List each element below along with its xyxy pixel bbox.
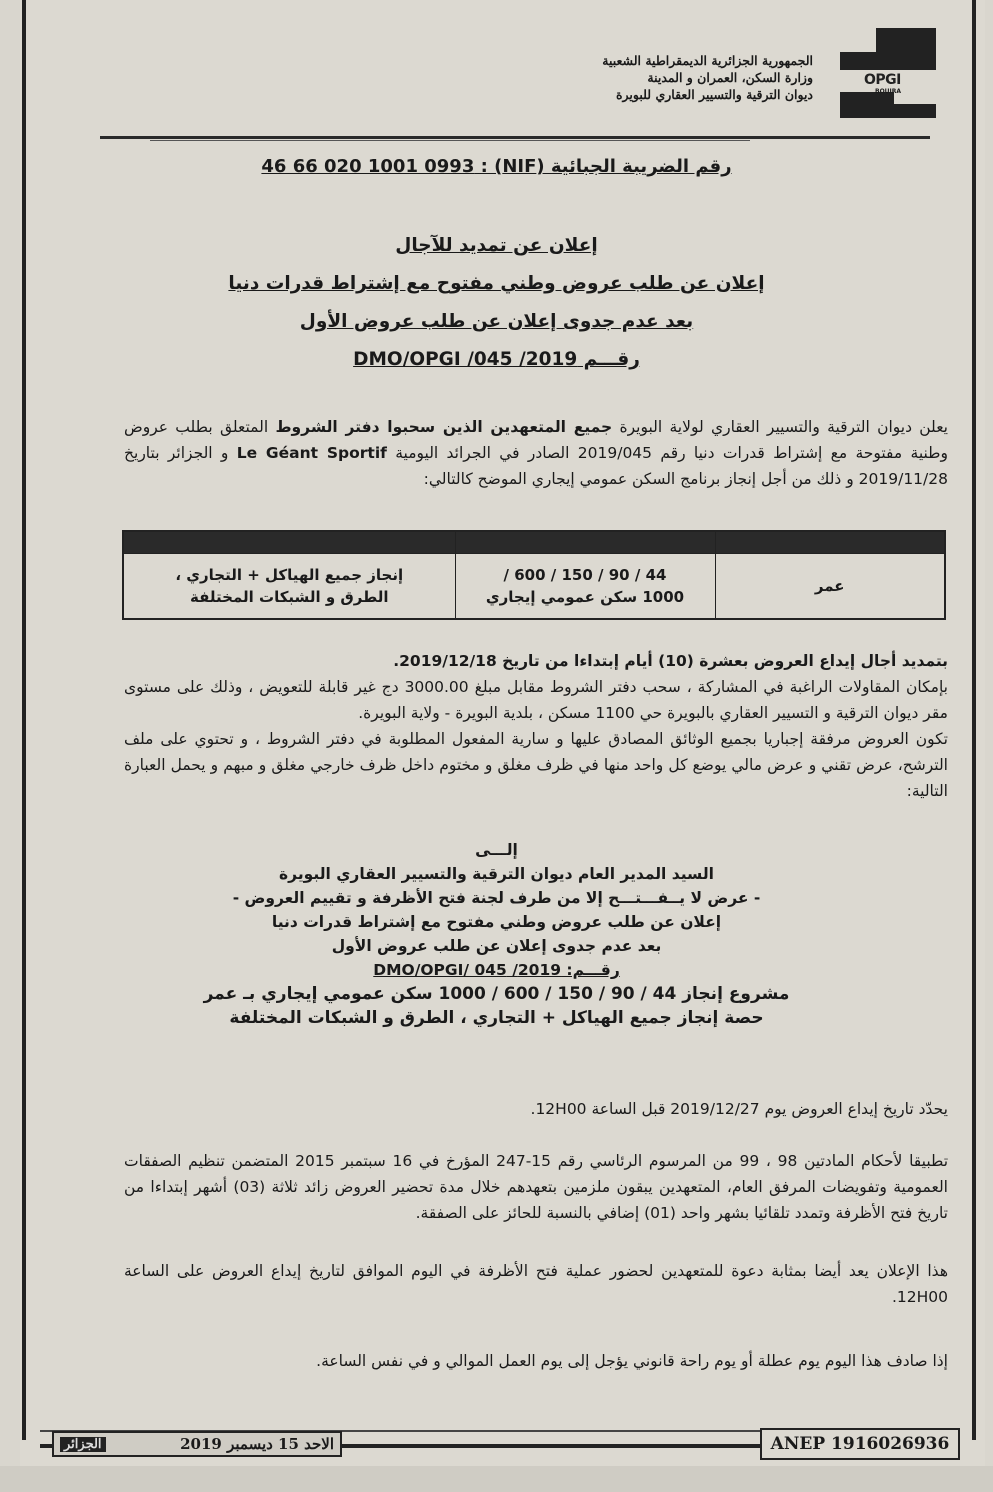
address-project: مشروع إنجاز 44 / 90 / 150 / 600 / 1000 سكن عمومي إيجاري بـ عمر	[203, 984, 790, 1004]
issue-date: الاحد 15 ديسمبر 2019	[180, 1435, 334, 1453]
cell-location: عمر	[715, 553, 945, 619]
intro-newspaper: Le Géant Sportif	[236, 444, 387, 462]
deadline-line: يحدّد تاريخ إيداع العروض يوم 2019/12/27 قبل الساعة 12H00.	[530, 1100, 948, 1118]
opening-invitation: هذا الإعلان يعد أيضا بمثابة دعوة للمتعهدين لحضور عملية فتح الأظرفة في اليوم الموافق لتاريخ إيداع العروض على الساعة 12H00.	[124, 1262, 948, 1306]
cell-units: 44 / 90 / 150 / 600 / 1000 سكن عمومي إيجاري	[455, 553, 715, 619]
header-divider-thin	[150, 140, 750, 141]
address-reference: رقـــم: 2019/ DMO/OPGI/ 045	[373, 961, 620, 979]
header-line-3: ديوان الترقية والتسيير العقاري للبويرة	[615, 87, 813, 102]
page-border-right	[972, 0, 976, 1440]
body-envelope: تكون العروض مرفقة إجباريا بجميع الوثائق المصادق عليها و سارية المفعول المطلوبة في دفتر الشروط ، و تحتوي على ملف الترشح، عرض تقني و عرض مالي يوضع كل واحد منها في ظرف مغلق و مختوم داخل ظرف خارجي مغلق و مبهم و يحمل العبارة التالية:	[124, 730, 948, 800]
body-extension-line: بتمديد أجال إيداع العروض بعشرة (10) أيام إبتداءا من تاريخ 2019/12/18.	[393, 652, 948, 670]
issue-date-box	[52, 1431, 342, 1457]
logo-subtext: BOUIRA	[875, 88, 902, 95]
legal-clause: تطبيقا لأحكام المادتين 98 ، 99 من المرسوم الرئاسي رقم 15-247 المؤرخ في 16 سبتمبر 2015 المتضمن تنظيم الصفقات العمومية وتفويضات المرفق العام، المتعهدين يبقون ملزمين بتعهدهم خلال مدة تحضير العروض زائد ثلاثة (03) أشهر إبتداءا من تاريخ فتح الأظرفة وتمدد تلقائيا بشهر واحد (01) إضافي بالنسبة للحائز على الصفقة.	[124, 1152, 949, 1222]
tax-id: رقم الضريبة الجبائية (NIF) : 46 66 020 1001 0993	[261, 156, 732, 177]
cell-works: إنجاز جميع الهياكل + التجاري ، الطرق و الشبكات المختلفة	[123, 553, 455, 619]
table-row	[123, 553, 945, 619]
address-warning: - عرض لا يــفـــتـــح إلا من طرف لجنة فتح الأظرفة و تقييم العروض -	[232, 889, 761, 907]
intro-part-3: المتعلق بطلب عروض وطنية مفتوحة مع إشتراط قدرات دنيا رقم 2019/045 الصادر في الجرائد اليومية	[124, 418, 949, 462]
intro-part-4: و الجزائر بتاريخ 2019/11/28 و ذلك من أجل إنجاز برنامج السكن عمومي إيجاري الموضح كالتالي:	[124, 444, 948, 488]
address-lot: حصة إنجاز جميع الهياكل + التجاري ، الطرق و الشبكات المختلفة	[229, 1008, 764, 1028]
anep-reference: ANEP 1916026936	[760, 1428, 960, 1460]
notice-titles	[0, 227, 993, 379]
bottom-margin	[0, 1466, 993, 1492]
newspaper-name: الجزائر	[60, 1437, 106, 1452]
logo-text: OPGI	[864, 72, 901, 88]
table-header-row	[123, 531, 945, 553]
body-text	[124, 648, 948, 804]
address-after-failure: بعد عدم جدوى إعلان عن طلب عروض الأول	[331, 937, 662, 955]
holiday-clause: إذا صادف هذا اليوم يوم عطلة أو يوم راحة قانوني يؤجل إلى يوم العمل الموالي و في نفس الساعة.	[316, 1352, 948, 1370]
header-line-1: الجمهورية الجزائرية الديمقراطية الشعبية	[602, 53, 813, 68]
header-line-2: وزارة السكن، العمران و المدينة	[647, 70, 813, 85]
envelope-address	[0, 838, 993, 1030]
body-withdrawal: بإمكان المقاولات الراغبة في المشاركة ، سحب دفتر الشروط مقابل مبلغ 3000.00 دج غير قابلة للتعويض ، وذلك على مستوى مقر ديوان الترقية و التسيير العقاري بالبويرة حي 1100 مسكن ، بلدية البويرة - ولاية البويرة.	[124, 678, 948, 722]
address-recipient: السيد المدير العام ديوان الترقية والتسيير العقاري البويرة	[279, 865, 714, 883]
title-reference: رقـــم 2019/ DMO/OPGI /045	[353, 349, 640, 370]
intro-paragraph	[124, 414, 948, 492]
title-after-failure: بعد عدم جدوى إعلان عن طلب عروض الأول	[299, 311, 694, 332]
title-extension: إعلان عن تمديد للآجال	[395, 235, 598, 256]
page-border-left	[22, 0, 26, 1440]
address-tender: إعلان عن طلب عروض وطني مفتوح مع إشتراط قدرات دنيا	[271, 913, 722, 931]
intro-part-2: جميع المتعهدين الذين سحبوا دفتر الشروط	[275, 418, 613, 436]
address-to: إلـــى	[475, 841, 518, 859]
title-tender: إعلان عن طلب عروض وطني مفتوح مع إشتراط قدرات دنيا	[228, 273, 765, 294]
header-divider	[100, 136, 930, 139]
ministry-header	[453, 52, 813, 103]
project-table	[122, 530, 946, 620]
intro-part-1: يعلن ديوان الترقية والتسيير العقاري لولاية البويرة	[612, 418, 948, 436]
